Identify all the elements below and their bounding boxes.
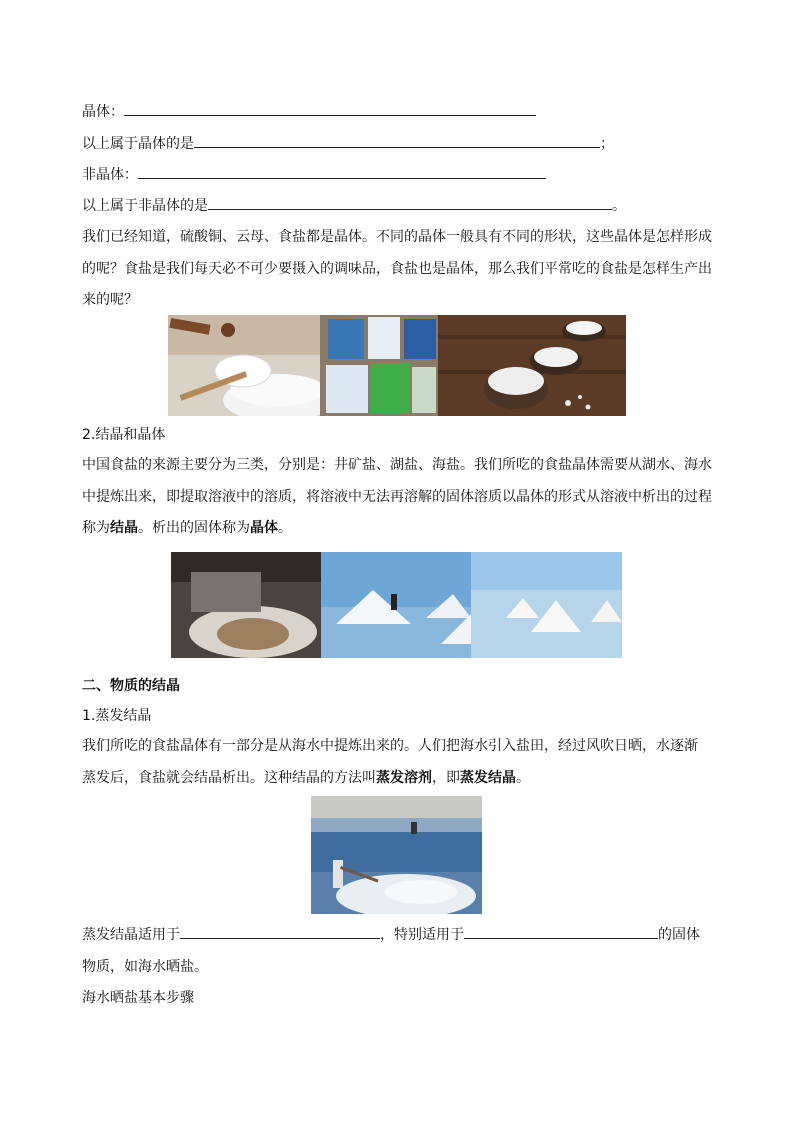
text-run: 。 [278,520,292,536]
fill-noncrystal-label: 非晶体： [82,167,138,183]
paragraph-line [82,513,712,545]
paragraph-line: 我们所吃的食盐晶体有一部分是从海水中提炼出来的。人们把海水引入盐田，经过风吹日晒，水逐渐 [82,738,698,754]
text-run: 。析出的固体称为 [138,520,250,536]
term-crystallization: 结晶 [110,520,138,536]
fill-crystal-label: 晶体： [82,104,124,120]
intro-line: 来的呢？ [82,292,138,308]
text-run: 称为 [82,520,110,536]
paragraph-line [82,763,712,795]
sea-salt-steps-heading: 海水晒盐基本步骤 [82,990,194,1006]
section-heading-crystallization: 2.结晶和晶体 [82,427,166,443]
fill-crystal [82,102,536,122]
fill-crystal-examples [82,134,614,154]
term-evaporation-crystallization: 蒸发结晶 [460,769,516,786]
fill-crystal-examples-label: 以上属于晶体的是 [82,136,194,152]
evaporation-paragraph [82,731,712,794]
fill-evaporation-usage-cont: 物质，如海水晒盐。 [82,959,208,975]
text-run: 蒸发后，食盐就会结晶析出。这种结晶的方法叫 [82,769,376,786]
paragraph-line: 中国食盐的来源主要分为三类，分别是：井矿盐、湖盐、海盐。我们所吃的食盐晶体需要从湖水、海水 [82,457,712,473]
fill-evaporation-usage [82,925,700,945]
punctuation: ； [600,136,614,152]
intro-paragraph [82,222,712,317]
answer-blank[interactable] [464,925,658,939]
fill-noncrystal-examples-label: 以上属于非晶体的是 [82,198,208,214]
intro-line: 我们已经知道，硫酸铜、云母、食盐都是晶体。不同的晶体一般具有不同的形状，这些晶体是怎样形成 [82,229,712,245]
intro-line: 的呢？食盐是我们每天必不可少要摄入的调味品，食盐也是晶体，那么我们平常吃的食盐是怎样生产出 [82,260,712,277]
salt-products-image [168,315,626,416]
section-heading-evaporation: 1.蒸发结晶 [82,708,152,724]
text-run: ，即 [432,769,460,786]
salt-sources-paragraph [82,450,712,545]
fill-noncrystal [82,165,546,185]
fill-label: 的固体 [658,927,700,943]
salt-production-image [171,552,622,658]
part-heading: 二、物质的结晶 [82,678,180,694]
answer-blank[interactable] [138,165,546,179]
term-evaporate-solvent: 蒸发溶剂 [376,769,432,786]
text-run: 。 [516,769,530,786]
answer-blank[interactable] [180,925,380,939]
answer-blank[interactable] [208,196,612,210]
answer-blank[interactable] [124,102,536,116]
paragraph-line: 中提炼出来，即提取溶液中的溶质，将溶液中无法再溶解的固体溶质以晶体的形式从溶液中析出的过程 [82,488,712,505]
answer-blank[interactable] [194,134,600,148]
fill-noncrystal-examples [82,196,626,216]
salt-pan-image [311,796,482,914]
punctuation: 。 [612,198,626,214]
term-crystal: 晶体 [250,520,278,536]
fill-label: ，特别适用于 [380,927,464,943]
fill-label: 蒸发结晶适用于 [82,927,180,943]
